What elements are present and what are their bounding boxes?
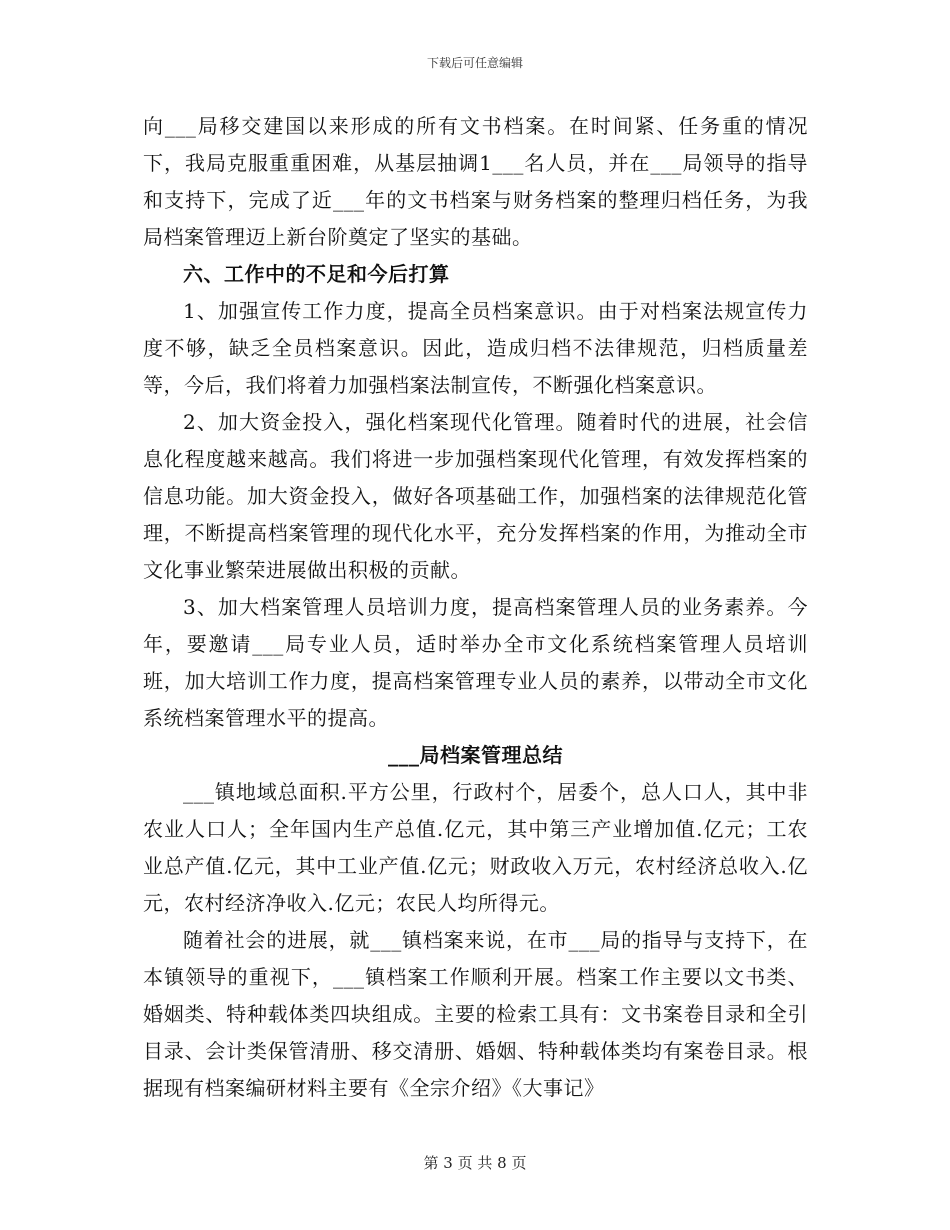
- paragraph-training: 3、加大档案管理人员培训力度，提高档案管理人员的业务素养。今年，要邀请___局专业人员，适时举办全市文化系统档案管理人员培训班，加大培训工作力度，提高档案管理专业人员的素养，以带动全市文化系统档案管理水平的提高。: [143, 595, 808, 730]
- document-body: [143, 108, 808, 1107]
- paragraph-publicity: 1、加强宣传工作力度，提高全员档案意识。由于对档案法规宣传力度不够，缺乏全员档案意识。因此，造成归档不法律规范，归档质量差等，今后，我们将着力加强档案法制宣传，不断强化档案意识。: [143, 299, 808, 397]
- section-heading-shortcomings: 六、工作中的不足和今后打算: [183, 262, 450, 286]
- page-header: 下载后可任意编辑: [426, 56, 523, 70]
- paragraph-town-archives: 随着社会的进展，就___镇档案来说，在市___局的指导与支持下，在本镇领导的重视下，___镇档案工作顺利开展。档案工作主要以文书类、婚姻类、特种载体类四块组成。主要的检索工具有：文书案卷目录和全引目录、会计类保管清册、移交清册、婚姻、特种载体类均有案卷目录。根据现有档案编研材料主要有《全宗介绍》《大事记》: [143, 928, 808, 1100]
- document-title: ___局档案管理总结: [388, 743, 563, 767]
- paragraph-archive-transfer: 向___局移交建国以来形成的所有文书档案。在时间紧、任务重的情况下，我局克服重重困难，从基层抽调1___名人员，并在___局领导的指导和支持下，完成了近___年的文书档案与财务档案的整理归档任务，为我局档案管理迈上新台阶奠定了坚实的基础。: [143, 114, 808, 249]
- paragraph-funding: 2、加大资金投入，强化档案现代化管理。随着时代的进展，社会信息化程度越来越高。我们将进一步加强档案现代化管理，有效发挥档案的信息功能。加大资金投入，做好各项基础工作，加强档案的法律规范化管理，不断提高档案管理的现代化水平，充分发挥档案的作用，为推动全市文化事业繁荣进展做出积极的贡献。: [143, 410, 808, 582]
- paragraph-town-overview: ___镇地域总面积.平方公里，行政村个，居委个，总人口人，其中非农业人口人；全年国内生产总值.亿元，其中第三产业增加值.亿元；工农业总产值.亿元，其中工业产值.亿元；财政收入万元，农村经济总收入.亿元，农村经济净收入.亿元；农民人均所得元。: [143, 780, 808, 915]
- page-number: 第 3 页 共 8 页: [423, 1154, 527, 1172]
